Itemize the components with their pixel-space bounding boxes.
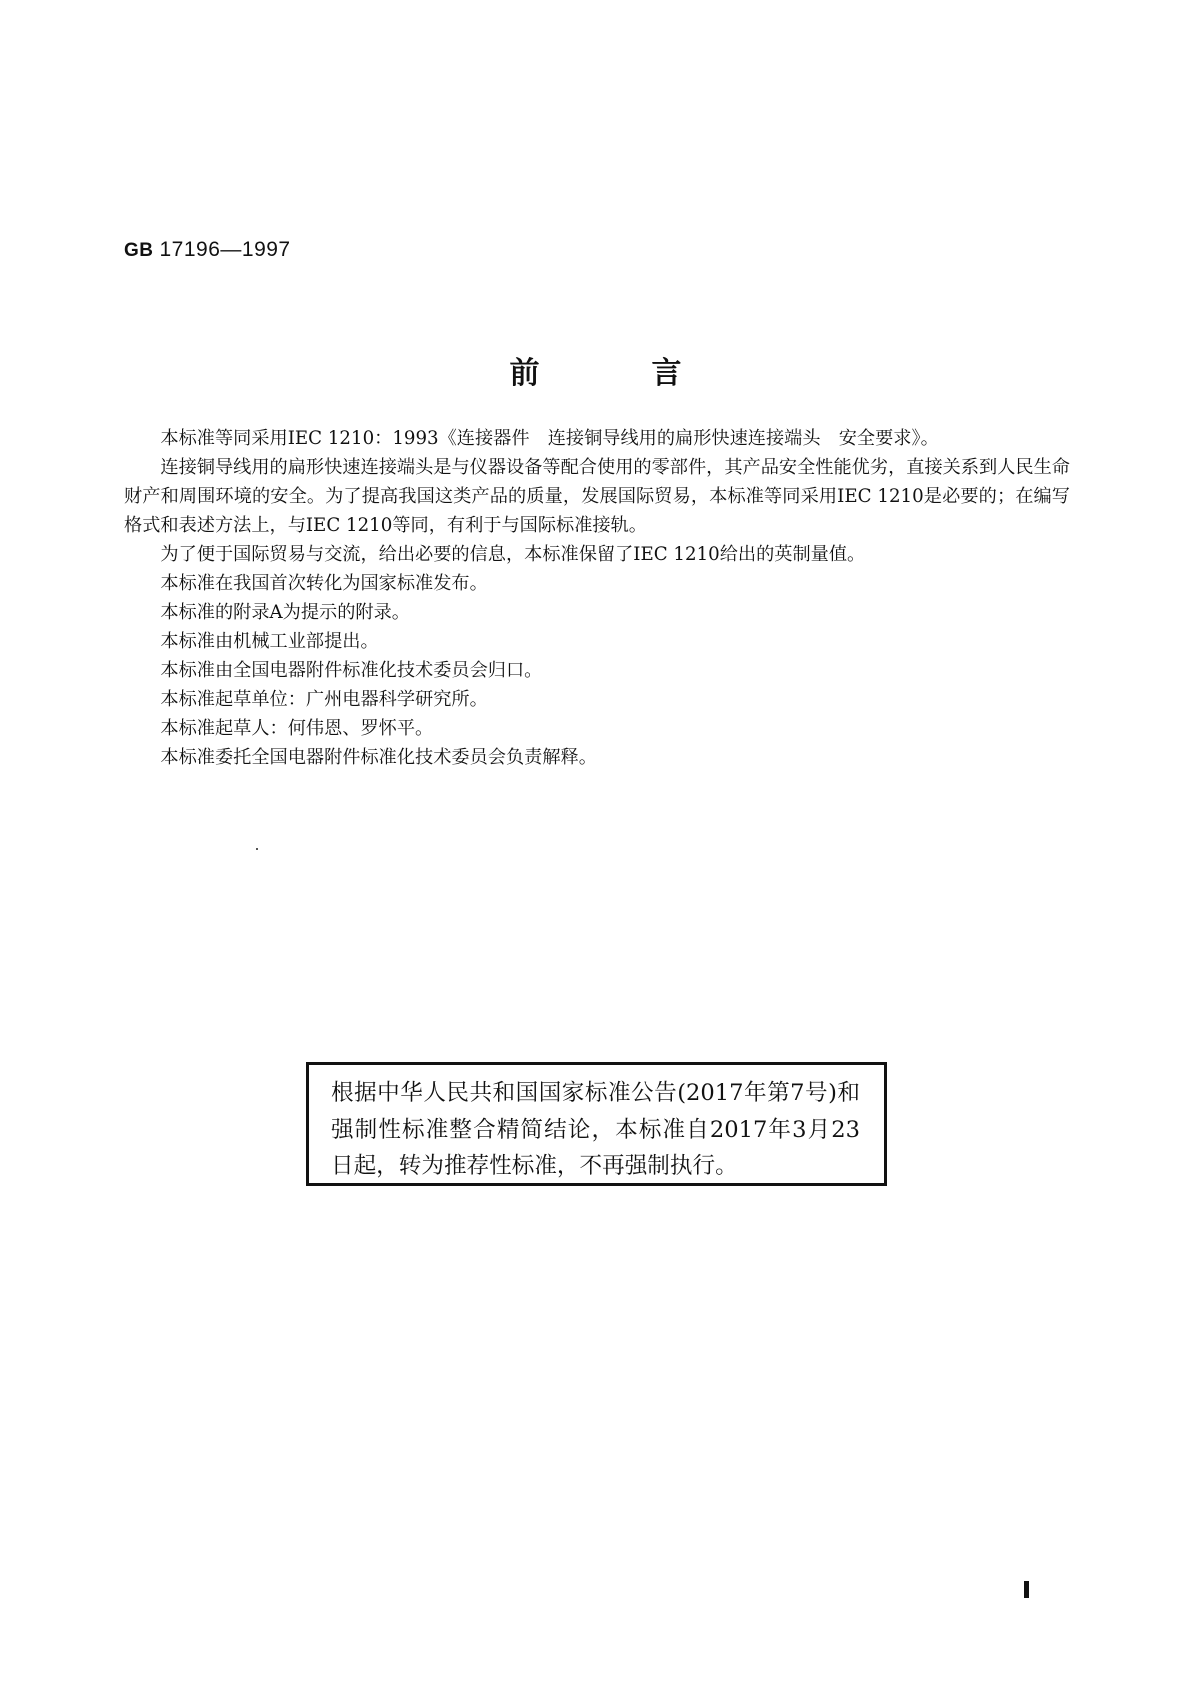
paragraph: 本标准在我国首次转化为国家标准发布。	[160, 573, 488, 594]
paragraph: 本标准起草人：何伟恩、罗怀平。	[160, 718, 434, 739]
paragraph: 连接铜导线用的扁形快速连接端头是与仪器设备等配合使用的零部件，其产品安全性能优劣，直接关系到人民生命财产和周围环境的安全。为了提高我国这类产品的质量，发展国际贸易，本标准等同采用IEC 1210是必要的；在编写格式和表述方法上，与IEC 1210等同，有利于与国际标准接轨。	[124, 457, 1070, 536]
paragraph: 为了便于国际贸易与交流，给出必要的信息，本标准保留了IEC 1210给出的英制量值。	[160, 544, 866, 565]
paragraph: 本标准的附录A为提示的附录。	[160, 602, 410, 623]
title-char-1: 前	[509, 356, 540, 391]
paragraph: 本标准起草单位：广州电器科学研究所。	[160, 689, 488, 710]
scan-speck	[256, 848, 258, 850]
paragraph: 本标准由机械工业部提出。	[160, 631, 379, 652]
standard-prefix: GB	[124, 240, 154, 261]
paragraph: 本标准等同采用IEC 1210：1993《连接器件 连接铜导线用的扁形快速连接端头 安全要求》。	[160, 428, 939, 449]
title-char-2: 言	[651, 356, 682, 391]
paragraph: 本标准委托全国电器附件标准化技术委员会负责解释。	[160, 747, 597, 768]
standard-code	[124, 238, 291, 262]
page-number	[1024, 1581, 1029, 1598]
notice-box: 根据中华人民共和国国家标准公告(2017年第7号)和强制性标准整合精简结论，本标准自2017年3月23日起，转为推荐性标准，不再强制执行。	[306, 1062, 887, 1186]
page-title	[0, 356, 1191, 392]
standard-number: 17196—1997	[159, 238, 291, 261]
paragraph: 本标准由全国电器附件标准化技术委员会归口。	[160, 660, 543, 681]
foreword-body	[124, 424, 1070, 772]
